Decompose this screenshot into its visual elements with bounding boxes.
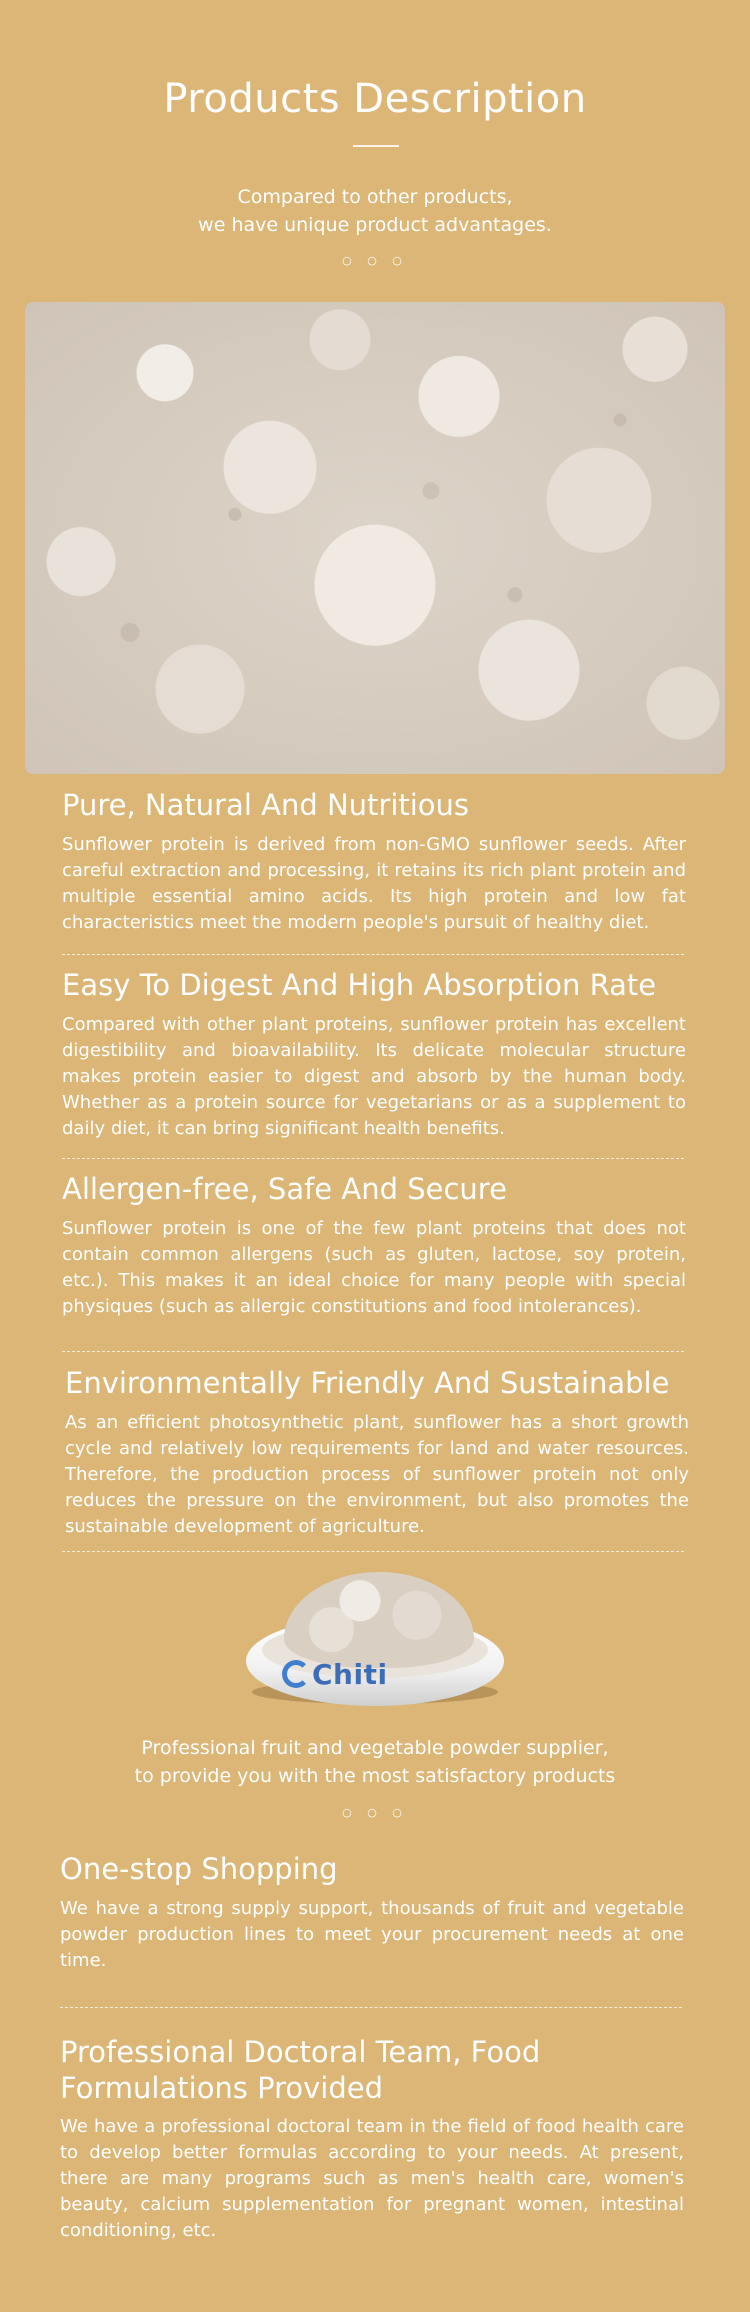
feature-pure-natural [62, 786, 686, 936]
sunflower-protein-powder-image [25, 302, 725, 774]
feature-text: As an efficient photosynthetic plant, sunflower has a short growth cycle and relatively low requirements for land and water resources. Therefore, the production process of sunflower protein not only reduces the pressure on the environment, but also promotes the sustainable development of agriculture. [65, 1412, 689, 1537]
brand-logo-icon [282, 1660, 310, 1688]
dashed-divider [62, 1351, 684, 1352]
feature-text: Compared with other plant proteins, sunflower protein has excellent digestibility and bioavailability. Its delicate molecular structure makes protein easier to digest and absorb by the human body. Whether as a protein source for vegetarians or as a supplement to daily diet, it can bring significant health benefits. [62, 1014, 686, 1139]
decorative-dots-icon: ○ ○ ○ [342, 1806, 408, 1819]
dashed-divider [60, 2007, 682, 2008]
supplier-tagline [0, 1734, 750, 1790]
powder-texture [25, 302, 725, 774]
feature-environmentally-friendly [65, 1364, 689, 1540]
service-title: Professional Doctoral Team, Food Formulations Provided [60, 2035, 541, 2105]
service-title: One-stop Shopping [60, 1852, 338, 1886]
decorative-dots-icon: ○ ○ ○ [342, 254, 408, 267]
intro-line-2: we have unique product advantages. [198, 214, 552, 236]
brand-logo-text: Chiti [312, 1657, 388, 1691]
service-doctoral-team [60, 2034, 684, 2244]
intro-line-1: Compared to other products, [237, 186, 513, 208]
feature-allergen-free [62, 1170, 686, 1320]
dashed-divider [62, 1158, 684, 1159]
service-text: We have a professional doctoral team in the field of food health care to develop better formulas according to your needs. At present, there are many programs such as men's health care, women's beauty, calcium supplementation for pregnant women, intestinal conditioning, etc. [60, 2116, 684, 2241]
tagline-line-2: to provide you with the most satisfactory products [134, 1765, 616, 1787]
title-underline [353, 145, 399, 147]
service-one-stop-shopping [60, 1850, 684, 1974]
service-text: We have a strong supply support, thousands of fruit and vegetable powder production lines to meet your procurement needs at one time. [60, 1898, 684, 1971]
feature-text: Sunflower protein is one of the few plant proteins that does not contain common allergens (such as gluten, lactose, soy protein, etc.). This makes it an ideal choice for many people with special physiques (such as allergic constitutions and food intolerances). [62, 1218, 686, 1317]
feature-text: Sunflower protein is derived from non-GMO sunflower seeds. After careful extraction and processing, it retains its rich plant protein and multiple essential amino acids. Its high protein and low fat characteristics meet the modern people's pursuit of healthy diet. [62, 834, 686, 933]
feature-title: Environmentally Friendly And Sustainable [65, 1366, 670, 1400]
tagline-line-1: Professional fruit and vegetable powder supplier, [141, 1737, 609, 1759]
intro-text [0, 183, 750, 239]
feature-easy-digest [62, 966, 686, 1142]
brand-logo [282, 1654, 388, 1694]
page-title: Products Description [163, 76, 587, 122]
feature-title: Pure, Natural And Nutritious [62, 788, 470, 822]
powder-dish-image [240, 1572, 510, 1712]
dashed-divider [62, 1551, 684, 1552]
dashed-divider [62, 954, 684, 955]
feature-title: Easy To Digest And High Absorption Rate [62, 968, 657, 1002]
feature-title: Allergen-free, Safe And Secure [62, 1172, 507, 1206]
